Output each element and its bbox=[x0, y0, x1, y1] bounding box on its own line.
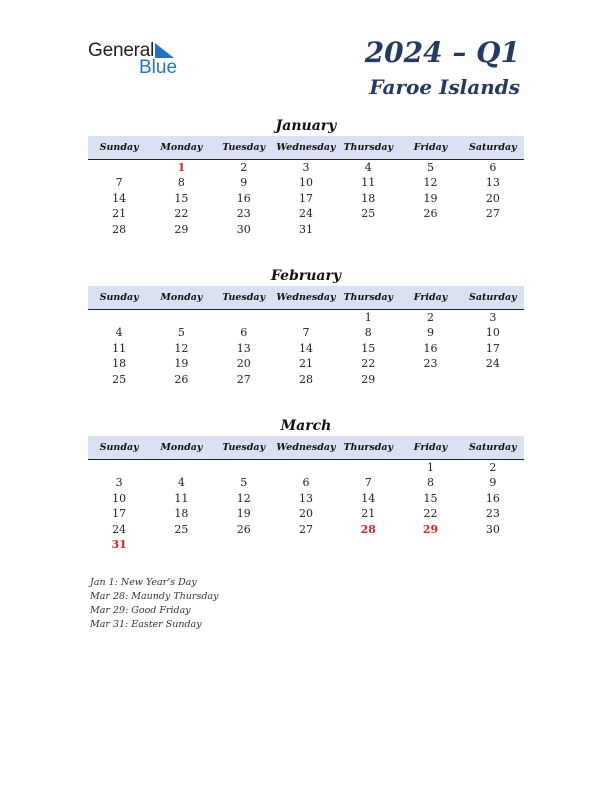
day-cell: 13 bbox=[298, 491, 313, 505]
day-cell: 31 bbox=[111, 537, 127, 551]
empty-day-cell bbox=[399, 222, 461, 237]
day-cell: 14 bbox=[298, 341, 313, 355]
weekday-header: Friday bbox=[413, 142, 448, 153]
day-cell: 29 bbox=[361, 372, 376, 386]
week-row bbox=[88, 491, 524, 506]
holiday-item: Mar 31: Easter Sunday bbox=[90, 619, 202, 630]
day-cell: 10 bbox=[112, 491, 127, 505]
weekday-header-row bbox=[88, 286, 524, 310]
weekday-header-row bbox=[88, 436, 524, 460]
week-row bbox=[88, 175, 524, 190]
logo-text-blue: Blue bbox=[139, 57, 178, 78]
week-row bbox=[88, 460, 524, 475]
weekday-header-row bbox=[88, 136, 524, 160]
weekday-header: Wednesday bbox=[276, 292, 336, 303]
day-cell: 7 bbox=[302, 326, 310, 340]
day-cell: 17 bbox=[298, 191, 313, 205]
day-cell: 4 bbox=[364, 161, 372, 174]
day-cell: 3 bbox=[115, 476, 123, 490]
weekday-header: Tuesday bbox=[222, 292, 266, 303]
week-row bbox=[88, 356, 524, 371]
day-cell: 4 bbox=[115, 326, 123, 340]
weekday-header: Monday bbox=[160, 442, 203, 453]
day-cell: 24 bbox=[112, 522, 127, 536]
day-cell: 22 bbox=[361, 357, 376, 371]
day-cell: 18 bbox=[361, 191, 376, 205]
day-cell: 10 bbox=[298, 176, 313, 190]
day-cell: 17 bbox=[485, 341, 500, 355]
day-cell: 19 bbox=[236, 507, 251, 521]
logo-text-general: General bbox=[88, 40, 155, 61]
week-row bbox=[88, 341, 524, 356]
day-cell: 23 bbox=[423, 357, 438, 371]
day-cell: 17 bbox=[112, 507, 127, 521]
empty-day-cell bbox=[337, 537, 399, 552]
day-cell: 29 bbox=[174, 222, 189, 236]
day-cell: 24 bbox=[485, 357, 500, 371]
day-cell: 13 bbox=[485, 176, 500, 190]
day-cell: 13 bbox=[236, 341, 251, 355]
day-cell: 12 bbox=[236, 491, 251, 505]
month-name: March bbox=[280, 418, 332, 434]
day-cell: 31 bbox=[298, 222, 313, 236]
day-cell: 1 bbox=[364, 311, 372, 324]
day-cell: 30 bbox=[236, 222, 251, 236]
week-row bbox=[88, 160, 524, 175]
weekday-header: Tuesday bbox=[222, 142, 266, 153]
weekday-header: Wednesday bbox=[276, 442, 336, 453]
day-cell: 25 bbox=[361, 207, 376, 221]
day-cell: 24 bbox=[298, 207, 313, 221]
day-cell: 26 bbox=[236, 522, 251, 536]
weekday-header: Saturday bbox=[469, 292, 517, 303]
weekday-header: Monday bbox=[160, 292, 203, 303]
day-cell: 20 bbox=[236, 357, 251, 371]
day-cell: 23 bbox=[485, 507, 500, 521]
empty-day-cell bbox=[275, 460, 337, 475]
week-row bbox=[88, 506, 524, 521]
day-cell: 26 bbox=[174, 372, 189, 386]
day-cell: 6 bbox=[302, 476, 310, 490]
empty-day-cell bbox=[462, 222, 524, 237]
weekday-header: Wednesday bbox=[276, 142, 336, 153]
day-cell: 5 bbox=[177, 326, 185, 340]
week-row bbox=[88, 191, 524, 206]
empty-day-cell bbox=[88, 460, 150, 475]
day-cell: 11 bbox=[112, 341, 127, 355]
day-cell: 1 bbox=[427, 461, 435, 474]
day-cell: 22 bbox=[423, 507, 438, 521]
day-cell: 5 bbox=[240, 476, 248, 490]
day-cell: 7 bbox=[364, 476, 372, 490]
week-row bbox=[88, 475, 524, 490]
empty-day-cell bbox=[337, 460, 399, 475]
day-cell: 9 bbox=[240, 176, 248, 190]
day-cell: 22 bbox=[174, 207, 189, 221]
holiday-item: Mar 28: Maundy Thursday bbox=[90, 591, 219, 602]
day-cell: 25 bbox=[112, 372, 127, 386]
weekday-header: Thursday bbox=[343, 442, 394, 453]
day-cell: 16 bbox=[236, 191, 251, 205]
month-name: January bbox=[275, 118, 337, 134]
day-cell: 5 bbox=[427, 161, 435, 174]
day-cell: 19 bbox=[174, 357, 189, 371]
empty-day-cell bbox=[150, 460, 212, 475]
week-row bbox=[88, 206, 524, 221]
month-march bbox=[88, 416, 524, 552]
weekday-header: Sunday bbox=[99, 292, 139, 303]
day-cell: 16 bbox=[485, 491, 500, 505]
day-cell: 11 bbox=[361, 176, 376, 190]
day-cell: 18 bbox=[112, 357, 127, 371]
day-cell: 21 bbox=[112, 207, 127, 221]
empty-day-cell bbox=[88, 310, 150, 325]
month-february bbox=[88, 266, 524, 387]
day-cell: 8 bbox=[364, 326, 372, 340]
weekday-header: Sunday bbox=[99, 142, 139, 153]
empty-day-cell bbox=[150, 310, 212, 325]
empty-day-cell bbox=[337, 222, 399, 237]
empty-day-cell bbox=[275, 310, 337, 325]
month-name: February bbox=[270, 268, 341, 284]
day-cell: 16 bbox=[423, 341, 438, 355]
day-cell: 20 bbox=[298, 507, 313, 521]
day-cell: 23 bbox=[236, 207, 251, 221]
day-cell: 21 bbox=[361, 507, 376, 521]
day-cell: 15 bbox=[361, 341, 376, 355]
day-cell: 12 bbox=[174, 341, 189, 355]
day-cell: 9 bbox=[427, 326, 435, 340]
day-cell: 4 bbox=[177, 476, 185, 490]
day-cell: 27 bbox=[298, 522, 313, 536]
day-cell: 27 bbox=[485, 207, 500, 221]
day-cell: 3 bbox=[302, 161, 310, 174]
day-cell: 28 bbox=[112, 222, 127, 236]
empty-day-cell bbox=[150, 537, 212, 552]
weekday-header: Friday bbox=[413, 292, 448, 303]
day-cell: 1 bbox=[177, 161, 186, 174]
day-cell: 7 bbox=[115, 176, 123, 190]
weekday-header: Sunday bbox=[99, 442, 139, 453]
day-cell: 8 bbox=[177, 176, 185, 190]
holiday-item: Mar 29: Good Friday bbox=[90, 605, 191, 616]
week-row bbox=[88, 522, 524, 537]
day-cell: 8 bbox=[427, 476, 435, 490]
empty-day-cell bbox=[462, 372, 524, 387]
day-cell: 14 bbox=[112, 191, 127, 205]
day-cell: 14 bbox=[361, 491, 376, 505]
weekday-header: Tuesday bbox=[222, 442, 266, 453]
empty-day-cell bbox=[462, 537, 524, 552]
day-cell: 9 bbox=[489, 476, 497, 490]
empty-day-cell bbox=[88, 160, 150, 175]
holiday-item: Jan 1: New Year’s Day bbox=[90, 577, 197, 588]
day-cell: 25 bbox=[174, 522, 189, 536]
title-period: 2024 – Q1 bbox=[364, 36, 520, 69]
day-cell: 20 bbox=[485, 191, 500, 205]
day-cell: 26 bbox=[423, 207, 438, 221]
weekday-header: Monday bbox=[160, 142, 203, 153]
day-cell: 2 bbox=[427, 311, 435, 324]
title-region: Faroe Islands bbox=[369, 75, 520, 99]
day-cell: 28 bbox=[298, 372, 313, 386]
month-january bbox=[88, 116, 524, 237]
empty-day-cell bbox=[213, 537, 275, 552]
weekday-header: Thursday bbox=[343, 292, 394, 303]
weekday-header: Friday bbox=[413, 442, 448, 453]
day-cell: 15 bbox=[174, 191, 189, 205]
empty-day-cell bbox=[399, 372, 461, 387]
day-cell: 6 bbox=[489, 161, 497, 174]
week-row bbox=[88, 372, 524, 387]
week-row bbox=[88, 325, 524, 340]
holiday-list bbox=[90, 576, 218, 632]
empty-day-cell bbox=[213, 310, 275, 325]
day-cell: 29 bbox=[422, 522, 439, 536]
weekday-header: Saturday bbox=[469, 142, 517, 153]
weekday-header: Thursday bbox=[343, 142, 394, 153]
day-cell: 3 bbox=[489, 311, 497, 324]
day-cell: 2 bbox=[240, 161, 248, 174]
day-cell: 6 bbox=[240, 326, 248, 340]
week-row bbox=[88, 222, 524, 237]
week-row bbox=[88, 537, 524, 552]
day-cell: 21 bbox=[298, 357, 313, 371]
day-cell: 15 bbox=[423, 491, 438, 505]
day-cell: 28 bbox=[360, 522, 376, 536]
day-cell: 12 bbox=[423, 176, 438, 190]
week-row bbox=[88, 310, 524, 325]
day-cell: 27 bbox=[236, 372, 251, 386]
day-cell: 19 bbox=[423, 191, 438, 205]
day-cell: 2 bbox=[489, 461, 497, 474]
weekday-header: Saturday bbox=[469, 442, 517, 453]
empty-day-cell bbox=[275, 537, 337, 552]
day-cell: 30 bbox=[485, 522, 500, 536]
day-cell: 11 bbox=[174, 491, 189, 505]
empty-day-cell bbox=[213, 460, 275, 475]
day-cell: 18 bbox=[174, 507, 189, 521]
generalblue-logo bbox=[88, 40, 188, 80]
day-cell: 10 bbox=[485, 326, 500, 340]
empty-day-cell bbox=[399, 537, 461, 552]
